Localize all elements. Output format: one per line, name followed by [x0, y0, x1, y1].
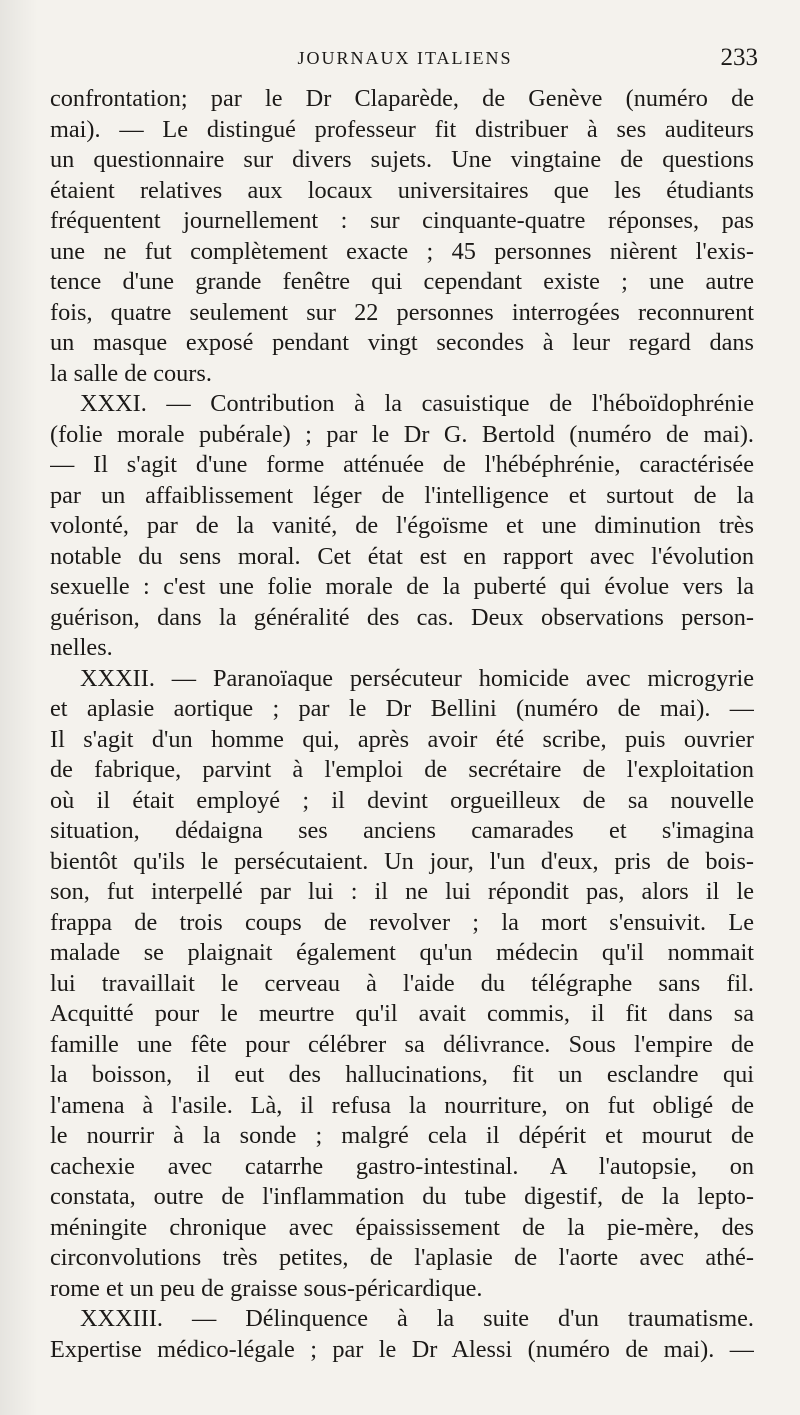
text-line: fréquentent journellement : sur cinquante-quatre réponses, pas: [50, 207, 754, 234]
text-line: l'amena à l'asile. Là, il refusa la nourriture, on fut obligé de: [50, 1091, 754, 1119]
text-line: par un affaiblissement léger de l'intelligence et surtout de la: [50, 481, 754, 509]
text-line: son, fut interpellé par lui : il ne lui répondit pas, alors il le: [50, 878, 754, 905]
text-line: XXXII. — Paranoïaque persécuteur homicide avec microgyrie: [80, 664, 754, 692]
text-line: la boisson, il eut des hallucinations, fit un esclandre qui: [50, 1061, 754, 1088]
text-line: Il s'agit d'un homme qui, après avoir été scribe, puis ouvrier: [50, 725, 754, 753]
text-line: et aplasie aortique ; par le Dr Bellini (numéro de mai). —: [50, 695, 754, 722]
text-line: XXXI. — Contribution à la casuistique de l'héboïdophrénie: [80, 390, 754, 417]
text-line: bientôt qu'ils le persécutaient. Un jour, l'un d'eux, pris de bois-: [50, 847, 754, 875]
text-line: lui travaillait le cerveau à l'aide du télégraphe sans fil.: [50, 969, 754, 997]
body-text: [50, 84, 754, 1365]
text-line: frappa de trois coups de revolver ; la mort s'ensuivit. Le: [50, 908, 754, 936]
text-line: malade se plaignait également qu'un médecin qu'il nommait: [50, 939, 754, 966]
text-line: un questionnaire sur divers sujets. Une vingtaine de questions: [50, 146, 754, 173]
text-line: tence d'une grande fenêtre qui cependant existe ; une autre: [50, 268, 754, 295]
text-line: Expertise médico-légale ; par le Dr Alessi (numéro de mai). —: [50, 1335, 754, 1363]
running-head: JOURNAUX ITALIENS: [297, 48, 513, 68]
text-line: la salle de cours.: [50, 359, 212, 387]
text-line: famille une fête pour célébrer sa délivrance. Sous l'empire de: [50, 1030, 754, 1058]
text-line: méningite chronique avec épaississement de la pie-mère, des: [50, 1213, 754, 1241]
text-line: notable du sens moral. Cet état est en rapport avec l'évolution: [50, 542, 754, 570]
text-line: de fabrique, parvint à l'emploi de secrétaire de l'exploitation: [50, 756, 754, 783]
text-line: confrontation; par le Dr Claparède, de Genève (numéro de: [50, 85, 754, 112]
text-line: constata, outre de l'inflammation du tube digestif, de la lepto-: [50, 1183, 754, 1210]
page-header: [50, 40, 760, 80]
text-line: (folie morale pubérale) ; par le Dr G. Bertold (numéro de mai).: [50, 420, 754, 448]
text-line: — Il s'agit d'une forme atténuée de l'hébéphrénie, caractérisée: [50, 451, 754, 478]
text-line: Acquitté pour le meurtre qu'il avait commis, il fit dans sa: [50, 1000, 754, 1027]
text-line: volonté, par de la vanité, de l'égoïsme et une diminution très: [50, 512, 754, 539]
text-line: rome et un peu de graisse sous-péricardique.: [50, 1274, 483, 1302]
text-line: où il était employé ; il devint orgueilleux de sa nouvelle: [50, 786, 754, 814]
text-line: une ne fut complètement exacte ; 45 personnes nièrent l'exis-: [50, 237, 754, 265]
text-line: situation, dédaigna ses anciens camarades et s'imagina: [50, 817, 754, 844]
text-line: mai). — Le distingué professeur fit distribuer à ses auditeurs: [50, 115, 754, 143]
text-line: XXXIII. — Délinquence à la suite d'un traumatisme.: [80, 1305, 754, 1332]
text-line: circonvolutions très petites, de l'aplasie de l'aorte avec athé-: [50, 1244, 754, 1271]
page-number: 233: [720, 44, 758, 71]
text-line: guérison, dans la généralité des cas. Deux observations person-: [50, 603, 754, 631]
text-line: nelles.: [50, 634, 113, 661]
text-line: cachexie avec catarrhe gastro-intestinal. A l'autopsie, on: [50, 1152, 754, 1180]
text-line: un masque exposé pendant vingt secondes à leur regard dans: [50, 329, 754, 356]
text-line: sexuelle : c'est une folie morale de la puberté qui évolue vers la: [50, 573, 754, 600]
text-line: étaient relatives aux locaux universitaires que les étudiants: [50, 176, 754, 204]
text-line: fois, quatre seulement sur 22 personnes interrogées reconnurent: [50, 298, 754, 326]
text-line: le nourrir à la sonde ; malgré cela il dépérit et mourut de: [50, 1122, 754, 1149]
